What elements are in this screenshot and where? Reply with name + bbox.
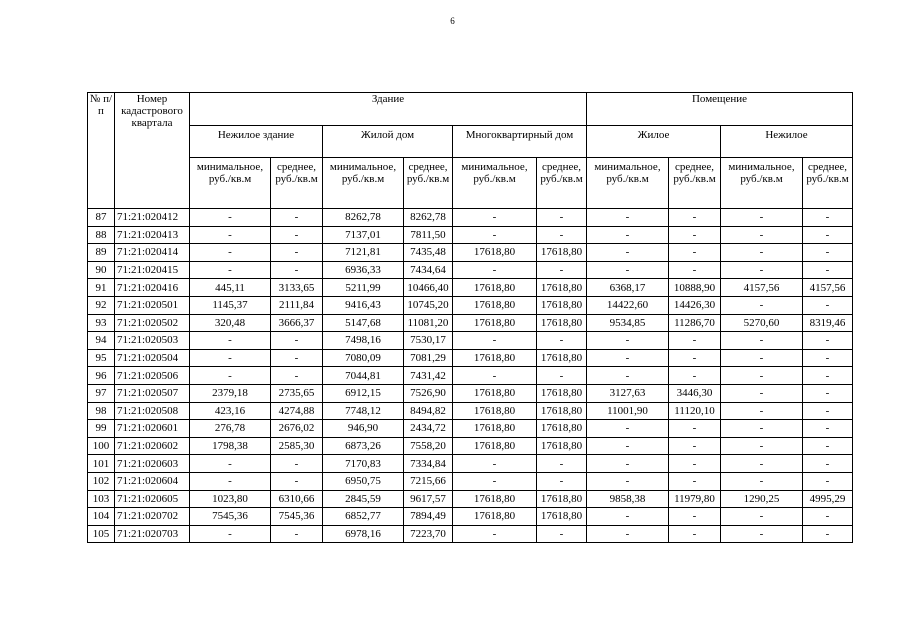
table-cell: 6978,16 xyxy=(323,525,404,543)
table-cell: 17618,80 xyxy=(453,508,537,526)
header-avg: среднее, руб./кв.м xyxy=(271,158,323,209)
table-cell: 10745,20 xyxy=(404,296,453,314)
table-cell: - xyxy=(669,508,721,526)
row-number: 104 xyxy=(88,508,115,526)
table-cell: - xyxy=(669,472,721,490)
row-number: 89 xyxy=(88,244,115,262)
table-cell: - xyxy=(803,455,853,473)
table-cell: 11286,70 xyxy=(669,314,721,332)
header-kadastr: Номер кадастрового квартала xyxy=(115,93,190,209)
table-row xyxy=(88,261,853,279)
table-cell: - xyxy=(453,332,537,350)
table-cell: 7431,42 xyxy=(404,367,453,385)
header-building: Здание xyxy=(190,93,587,126)
header-apartment-building: Многоквартирный дом xyxy=(453,126,587,158)
cadastral-quarter: 71:21:020415 xyxy=(115,261,190,279)
table-cell: 17618,80 xyxy=(537,296,587,314)
table-cell: 6936,33 xyxy=(323,261,404,279)
cadastral-quarter: 71:21:020702 xyxy=(115,508,190,526)
table-cell: 7080,09 xyxy=(323,349,404,367)
cadastral-quarter: 71:21:020601 xyxy=(115,420,190,438)
table-cell: 9416,43 xyxy=(323,296,404,314)
table-row xyxy=(88,209,853,227)
cadastral-quarter: 71:21:020501 xyxy=(115,296,190,314)
table-cell: - xyxy=(803,209,853,227)
table-cell: 7498,16 xyxy=(323,332,404,350)
table-cell: 445,11 xyxy=(190,279,271,297)
table-cell: - xyxy=(190,349,271,367)
table-cell: 5147,68 xyxy=(323,314,404,332)
table-cell: 9858,38 xyxy=(587,490,669,508)
table-cell: 276,78 xyxy=(190,420,271,438)
cadastral-quarter: 71:21:020413 xyxy=(115,226,190,244)
cadastral-quarter: 71:21:020602 xyxy=(115,437,190,455)
cadastral-quarter: 71:21:020414 xyxy=(115,244,190,262)
table-cell: 9534,85 xyxy=(587,314,669,332)
table-cell: 7137,01 xyxy=(323,226,404,244)
table-cell: 6368,17 xyxy=(587,279,669,297)
table-cell: 17618,80 xyxy=(453,384,537,402)
table-cell: - xyxy=(587,349,669,367)
header-avg: среднее, руб./кв.м xyxy=(669,158,721,209)
table-cell: 10888,90 xyxy=(669,279,721,297)
table-cell: - xyxy=(803,367,853,385)
table-row xyxy=(88,332,853,350)
table-cell: - xyxy=(803,437,853,455)
table-row xyxy=(88,420,853,438)
row-number: 92 xyxy=(88,296,115,314)
table-cell: 11001,90 xyxy=(587,402,669,420)
table-cell: - xyxy=(271,226,323,244)
table-cell: - xyxy=(721,508,803,526)
table-cell: 17618,80 xyxy=(537,402,587,420)
table-cell: - xyxy=(803,332,853,350)
table-cell: - xyxy=(669,455,721,473)
table-cell: 7748,12 xyxy=(323,402,404,420)
table-cell: 17618,80 xyxy=(537,420,587,438)
table-cell: - xyxy=(537,209,587,227)
table-row xyxy=(88,367,853,385)
table-cell: 17618,80 xyxy=(537,490,587,508)
table-row xyxy=(88,472,853,490)
table-cell: 2845,59 xyxy=(323,490,404,508)
table-row xyxy=(88,455,853,473)
table-row xyxy=(88,244,853,262)
table-cell: 946,90 xyxy=(323,420,404,438)
table-cell: - xyxy=(803,244,853,262)
table-cell: - xyxy=(721,472,803,490)
table-cell: - xyxy=(669,332,721,350)
table-cell: 1798,38 xyxy=(190,437,271,455)
table-cell: 10466,40 xyxy=(404,279,453,297)
table-cell: - xyxy=(587,209,669,227)
table-cell: - xyxy=(669,349,721,367)
table-cell: - xyxy=(271,332,323,350)
cadastral-quarter: 71:21:020603 xyxy=(115,455,190,473)
table-cell: 17618,80 xyxy=(453,244,537,262)
row-number: 87 xyxy=(88,209,115,227)
cadastral-quarter: 71:21:020604 xyxy=(115,472,190,490)
table-cell: - xyxy=(587,437,669,455)
table-cell: - xyxy=(721,209,803,227)
table-row xyxy=(88,437,853,455)
table-cell: 17618,80 xyxy=(537,349,587,367)
table-cell: 11081,20 xyxy=(404,314,453,332)
table-cell: - xyxy=(537,472,587,490)
table-cell: 5270,60 xyxy=(721,314,803,332)
table-cell: 1290,25 xyxy=(721,490,803,508)
table-cell: - xyxy=(190,244,271,262)
page-number: 6 xyxy=(450,16,455,26)
row-number: 88 xyxy=(88,226,115,244)
table-cell: 14422,60 xyxy=(587,296,669,314)
table-cell: 7545,36 xyxy=(190,508,271,526)
table-cell: - xyxy=(669,420,721,438)
row-number: 91 xyxy=(88,279,115,297)
header-min: минимальное, руб./кв.м xyxy=(323,158,404,209)
table-row xyxy=(88,349,853,367)
cadastral-quarter: 71:21:020412 xyxy=(115,209,190,227)
table-cell: - xyxy=(669,244,721,262)
table-cell: - xyxy=(453,472,537,490)
table-cell: 6873,26 xyxy=(323,437,404,455)
table-cell: - xyxy=(587,244,669,262)
table-cell: - xyxy=(721,367,803,385)
cadastral-quarter: 71:21:020507 xyxy=(115,384,190,402)
table-cell: 17618,80 xyxy=(537,314,587,332)
header-min: минимальное, руб./кв.м xyxy=(587,158,669,209)
header-residential: Жилое xyxy=(587,126,721,158)
table-cell: - xyxy=(803,226,853,244)
table-cell: 5211,99 xyxy=(323,279,404,297)
table-cell: - xyxy=(190,525,271,543)
table-cell: 7530,17 xyxy=(404,332,453,350)
table-cell: 7170,83 xyxy=(323,455,404,473)
table-cell: - xyxy=(587,508,669,526)
table-cell: - xyxy=(271,472,323,490)
table-cell: 7215,66 xyxy=(404,472,453,490)
table-cell: - xyxy=(669,261,721,279)
table-cell: - xyxy=(190,209,271,227)
row-number: 95 xyxy=(88,349,115,367)
table-cell: - xyxy=(190,472,271,490)
cadastral-quarter: 71:21:020503 xyxy=(115,332,190,350)
table-cell: 3666,37 xyxy=(271,314,323,332)
table-cell: 423,16 xyxy=(190,402,271,420)
table-cell: 17618,80 xyxy=(453,490,537,508)
table-cell: 320,48 xyxy=(190,314,271,332)
table-cell: 6950,75 xyxy=(323,472,404,490)
table-cell: - xyxy=(587,226,669,244)
table-cell: - xyxy=(721,437,803,455)
row-number: 98 xyxy=(88,402,115,420)
table-cell: - xyxy=(721,332,803,350)
table-cell: - xyxy=(669,209,721,227)
table-cell: 17618,80 xyxy=(453,279,537,297)
table-cell: - xyxy=(190,226,271,244)
table-cell: 4274,88 xyxy=(271,402,323,420)
table-cell: - xyxy=(271,455,323,473)
table-cell: 17618,80 xyxy=(537,244,587,262)
table-cell: 6912,15 xyxy=(323,384,404,402)
table-cell: - xyxy=(453,367,537,385)
table-cell: 11979,80 xyxy=(669,490,721,508)
table-cell: - xyxy=(669,437,721,455)
table-cell: - xyxy=(803,384,853,402)
header-min: минимальное, руб./кв.м xyxy=(721,158,803,209)
table-cell: 17618,80 xyxy=(537,508,587,526)
table-cell: 8262,78 xyxy=(323,209,404,227)
table-cell: - xyxy=(587,261,669,279)
table-cell: - xyxy=(669,226,721,244)
header-nonres-building: Нежилое здание xyxy=(190,126,323,158)
table-cell: 17618,80 xyxy=(537,279,587,297)
row-number: 90 xyxy=(88,261,115,279)
table-cell: 2585,30 xyxy=(271,437,323,455)
table-row xyxy=(88,226,853,244)
table-cell: - xyxy=(721,525,803,543)
table-cell: - xyxy=(721,420,803,438)
table-cell: 17618,80 xyxy=(537,437,587,455)
table-row xyxy=(88,296,853,314)
table-cell: 7434,64 xyxy=(404,261,453,279)
table-cell: - xyxy=(587,455,669,473)
cadastral-quarter: 71:21:020508 xyxy=(115,402,190,420)
table-cell: - xyxy=(721,349,803,367)
table-cell: 17618,80 xyxy=(537,384,587,402)
table-cell: - xyxy=(721,261,803,279)
table-cell: - xyxy=(721,296,803,314)
table-cell: 7121,81 xyxy=(323,244,404,262)
table-cell: - xyxy=(537,226,587,244)
table-row xyxy=(88,384,853,402)
table-cell: - xyxy=(721,244,803,262)
table-cell: 2735,65 xyxy=(271,384,323,402)
table-cell: - xyxy=(537,261,587,279)
table-cell: 3133,65 xyxy=(271,279,323,297)
table-cell: 7894,49 xyxy=(404,508,453,526)
table-row xyxy=(88,490,853,508)
cadastral-quarter: 71:21:020703 xyxy=(115,525,190,543)
table-cell: - xyxy=(190,261,271,279)
table-cell: - xyxy=(803,420,853,438)
cadastral-quarter: 71:21:020504 xyxy=(115,349,190,367)
row-number: 96 xyxy=(88,367,115,385)
table-cell: - xyxy=(537,525,587,543)
header-premises: Помещение xyxy=(587,93,853,126)
table-cell: 2676,02 xyxy=(271,420,323,438)
table-cell: 9617,57 xyxy=(404,490,453,508)
header-avg: среднее, руб./кв.м xyxy=(537,158,587,209)
header-avg: среднее, руб./кв.м xyxy=(404,158,453,209)
table-cell: - xyxy=(271,209,323,227)
table-cell: - xyxy=(803,296,853,314)
table-cell: 17618,80 xyxy=(453,296,537,314)
table-cell: - xyxy=(271,349,323,367)
table-cell: - xyxy=(669,367,721,385)
table-cell: - xyxy=(587,420,669,438)
table-cell: - xyxy=(453,209,537,227)
table-row xyxy=(88,279,853,297)
table-cell: 4157,56 xyxy=(721,279,803,297)
table-cell: 8319,46 xyxy=(803,314,853,332)
cadastral-value-table xyxy=(87,92,853,543)
table-cell: 6310,66 xyxy=(271,490,323,508)
table-cell: 1023,80 xyxy=(190,490,271,508)
row-number: 100 xyxy=(88,437,115,455)
table-body xyxy=(88,209,853,543)
table-cell: - xyxy=(721,455,803,473)
table-cell: - xyxy=(721,384,803,402)
table-row xyxy=(88,402,853,420)
header-nonresidential: Нежилое xyxy=(721,126,853,158)
table-cell: - xyxy=(587,332,669,350)
table-cell: 4157,56 xyxy=(803,279,853,297)
table-cell: - xyxy=(803,402,853,420)
cadastral-quarter: 71:21:020502 xyxy=(115,314,190,332)
table-cell: - xyxy=(669,525,721,543)
table-cell: 17618,80 xyxy=(453,420,537,438)
table-cell: - xyxy=(271,367,323,385)
table-cell: - xyxy=(803,261,853,279)
table-cell: 14426,30 xyxy=(669,296,721,314)
table-cell: 4995,29 xyxy=(803,490,853,508)
table-cell: - xyxy=(453,261,537,279)
row-number: 93 xyxy=(88,314,115,332)
header-avg: среднее, руб./кв.м xyxy=(803,158,853,209)
table-cell: - xyxy=(190,455,271,473)
table-cell: 6852,77 xyxy=(323,508,404,526)
table-cell: 17618,80 xyxy=(453,314,537,332)
table-cell: - xyxy=(271,261,323,279)
table-cell: 2111,84 xyxy=(271,296,323,314)
row-number: 94 xyxy=(88,332,115,350)
row-number: 102 xyxy=(88,472,115,490)
cadastral-quarter: 71:21:020416 xyxy=(115,279,190,297)
row-number: 97 xyxy=(88,384,115,402)
header-house: Жилой дом xyxy=(323,126,453,158)
table-cell: - xyxy=(537,455,587,473)
table-cell: 3127,63 xyxy=(587,384,669,402)
table-cell: 7435,48 xyxy=(404,244,453,262)
table-cell: 2434,72 xyxy=(404,420,453,438)
table-row xyxy=(88,508,853,526)
table-cell: 7081,29 xyxy=(404,349,453,367)
table-cell: - xyxy=(803,508,853,526)
table-row xyxy=(88,314,853,332)
table-cell: - xyxy=(587,367,669,385)
table-cell: - xyxy=(453,455,537,473)
table-cell: 7044,81 xyxy=(323,367,404,385)
header-min: минимальное, руб./кв.м xyxy=(190,158,271,209)
table-cell: 17618,80 xyxy=(453,437,537,455)
table-cell: 7334,84 xyxy=(404,455,453,473)
table-cell: 17618,80 xyxy=(453,402,537,420)
table-cell: 7545,36 xyxy=(271,508,323,526)
cadastral-quarter: 71:21:020506 xyxy=(115,367,190,385)
table-cell: - xyxy=(803,349,853,367)
row-number: 103 xyxy=(88,490,115,508)
row-number: 105 xyxy=(88,525,115,543)
table-cell: - xyxy=(271,244,323,262)
table-cell: 7223,70 xyxy=(404,525,453,543)
table-cell: 1145,37 xyxy=(190,296,271,314)
table-cell: 3446,30 xyxy=(669,384,721,402)
table-cell: 8494,82 xyxy=(404,402,453,420)
table-cell: 17618,80 xyxy=(453,349,537,367)
row-number: 99 xyxy=(88,420,115,438)
table-cell: - xyxy=(537,367,587,385)
header-num: № п/п xyxy=(88,93,115,209)
table-cell: - xyxy=(271,525,323,543)
table-cell: 7526,90 xyxy=(404,384,453,402)
table-cell: 8262,78 xyxy=(404,209,453,227)
table-cell: - xyxy=(721,226,803,244)
cadastral-quarter: 71:21:020605 xyxy=(115,490,190,508)
table-cell: - xyxy=(190,367,271,385)
table-cell: - xyxy=(537,332,587,350)
table-row xyxy=(88,525,853,543)
table-cell: - xyxy=(190,332,271,350)
table-cell: 2379,18 xyxy=(190,384,271,402)
table-cell: - xyxy=(587,472,669,490)
table-cell: 7558,20 xyxy=(404,437,453,455)
table-cell: 11120,10 xyxy=(669,402,721,420)
table-cell: - xyxy=(721,402,803,420)
table-cell: - xyxy=(587,525,669,543)
table-cell: 7811,50 xyxy=(404,226,453,244)
row-number: 101 xyxy=(88,455,115,473)
table-cell: - xyxy=(803,525,853,543)
table-cell: - xyxy=(453,525,537,543)
table-cell: - xyxy=(453,226,537,244)
table-cell: - xyxy=(803,472,853,490)
header-min: минимальное, руб./кв.м xyxy=(453,158,537,209)
